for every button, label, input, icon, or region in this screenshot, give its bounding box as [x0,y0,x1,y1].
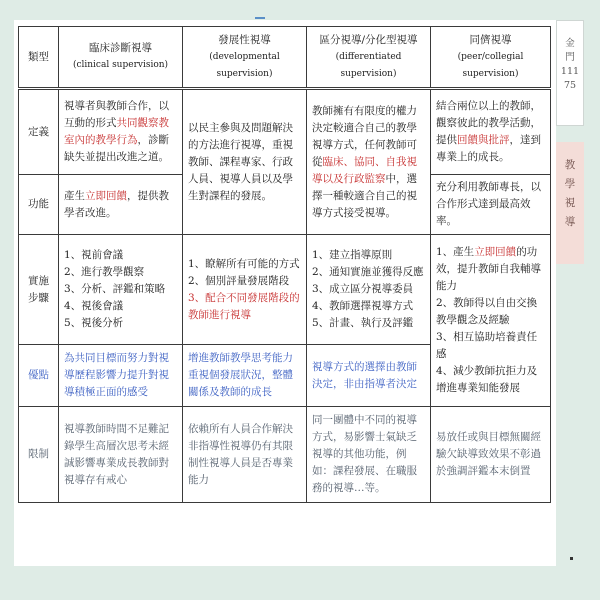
page-label-char: 111 [560,66,580,77]
step-item: 1、視前會議 [64,249,124,261]
step-item: 3、成立區分視導委員 [312,283,414,295]
limitations-row [19,407,551,503]
highlight-text: 立即回饋 [474,246,517,258]
step-item: 3、分析、評鑑和策略 [64,283,166,295]
definition-developmental: 以民主參與及問題解決的方法進行視導，重視教師、課程專家、行政人員、視導人員以及學生對課程的發展。 [183,89,307,235]
column-header-peer [431,27,551,89]
highlight-text: 回饋與批評 [457,134,510,146]
page-label-char: 75 [563,80,577,91]
page-label-char: 金 [565,38,575,49]
step-item: 5、計畫、執行及評鑑 [312,317,414,329]
column-subtitle: (peer/collegial supervision) [457,51,524,79]
column-header-developmental [183,27,307,89]
definition-clinical [59,89,183,175]
row-label-line: 步驟 [28,291,49,304]
top-marker [255,17,265,19]
sidebar-tab-teaching-supervision[interactable] [556,142,584,264]
column-title: 發展性視導 [218,33,271,46]
function-clinical [59,175,183,235]
function-peer: 充分利用教師專長，以合作形式達到最高效率。 [431,175,551,235]
step-item: 4、視後會議 [64,300,124,312]
limitations-clinical: 視導教師時間不足難記錄學生高層次思考未經誠影響專業成長教師對視導存有戒心 [59,407,183,503]
definition-differentiated [307,89,431,235]
row-label-function: 功能 [19,175,59,235]
highlight-text: 共同觀察教室內的教學行為 [64,117,169,146]
steps-clinical [59,235,183,345]
column-header-clinical [59,27,183,89]
step-item [436,244,545,295]
steps-row [19,235,551,345]
step-item: 2、教師得以自由交換教學觀念及經驗 [436,297,538,326]
definition-peer [431,89,551,175]
row-label-advantages: 優點 [19,345,59,407]
limitations-peer: 易放任或與目標無關經驗欠缺導致效果不彰過於強調評鑑本末倒置 [431,407,551,503]
row-label-definition: 定義 [19,89,59,175]
header-row [19,27,551,89]
steps-differentiated [307,235,431,345]
step-item-highlight: 3、配合不同發展階段的教師進行視導 [188,291,300,321]
text-segment: 的功效，提升教師自我輔導能力 [436,246,541,292]
advantages-differentiated: 視導方式的選擇由教師決定，非由指導者決定 [307,345,431,407]
row-label-line: 實施 [28,274,49,287]
text-segment: ，提供教學者改進。 [64,189,169,219]
column-subtitle: (developmental supervision) [209,51,280,79]
tab-label-char: 學 [564,178,576,190]
sidebar [556,20,584,566]
steps-developmental [183,235,307,345]
step-item: 1、建立指導原則 [312,249,393,261]
step-item: 2、進行教學觀察 [64,266,145,278]
text-segment: 結合兩位以上的教師，觀察彼此的教學活動，提供 [436,100,541,146]
step-item: 2、通知實施並獲得反應 [312,266,424,278]
tab-label-char: 視 [564,197,576,209]
text-segment: 教師擁有有限度的權力決定較適合自己的教學視導方式，任何教師可從 [312,104,417,168]
text-segment: 視導者與教師合作，以互動的形式 [64,100,169,129]
text-segment: 中，選擇一種較適合自己的視導方式接受視導。 [312,172,417,219]
corner-cell: 類型 [19,27,59,89]
tab-label-char: 導 [564,216,576,228]
step-item: 4、教師選擇視導方式 [312,300,414,312]
page-label-char: 門 [565,52,575,63]
limitations-developmental: 依賴所有人員合作解決非指導性視導仍有其限制性視導人員是否專業能力 [183,407,307,503]
definition-row [19,89,551,175]
column-header-differentiated [307,27,431,89]
row-label-limitations: 限制 [19,407,59,503]
text-segment: 產生 [64,189,85,202]
supervision-comparison-table [18,26,551,503]
column-title: 區分視導/分化型視導 [319,33,418,46]
row-label-steps [19,235,59,345]
step-item: 1、瞭解所有可能的方式 [188,257,300,270]
text-segment: 1、產生 [436,246,475,258]
column-subtitle: (clinical supervision) [72,60,169,70]
text-segment: ，診斷缺失並提出改進之道。 [64,134,169,163]
page-label [556,20,584,126]
step-item: 3、相互協助培養責任感 [436,331,538,360]
highlight-text: 立即回饋 [85,189,127,202]
column-title: 同儕視導 [469,33,512,46]
text-segment: ，達到專業上的成長。 [436,134,541,163]
step-item: 2、個別評量發展階段 [188,274,290,287]
highlight-text: 臨床、協同、自我視導以及行政監察 [312,155,417,185]
column-title: 臨床診斷視導 [89,42,152,54]
advantages-developmental: 增進教師教學思考能力重視個發展狀況，整體關係及教師的成長 [183,345,307,407]
column-subtitle: (differentiated supervision) [335,51,402,79]
step-item: 5、視後分析 [64,317,124,329]
limitations-differentiated: 同一團體中不同的視導方式，易影響士氣缺乏視導的其他功能，例如：課程發展、在職服務的視導…等。 [307,407,431,503]
step-item: 4、減少教師抗拒力及增進專業知能發展 [436,365,538,394]
advantages-clinical: 為共同目標而努力對視導歷程影響力提升對視導積極正面的感受 [59,345,183,407]
tab-label-char: 教 [564,159,576,171]
steps-and-advantages-peer [431,235,551,407]
